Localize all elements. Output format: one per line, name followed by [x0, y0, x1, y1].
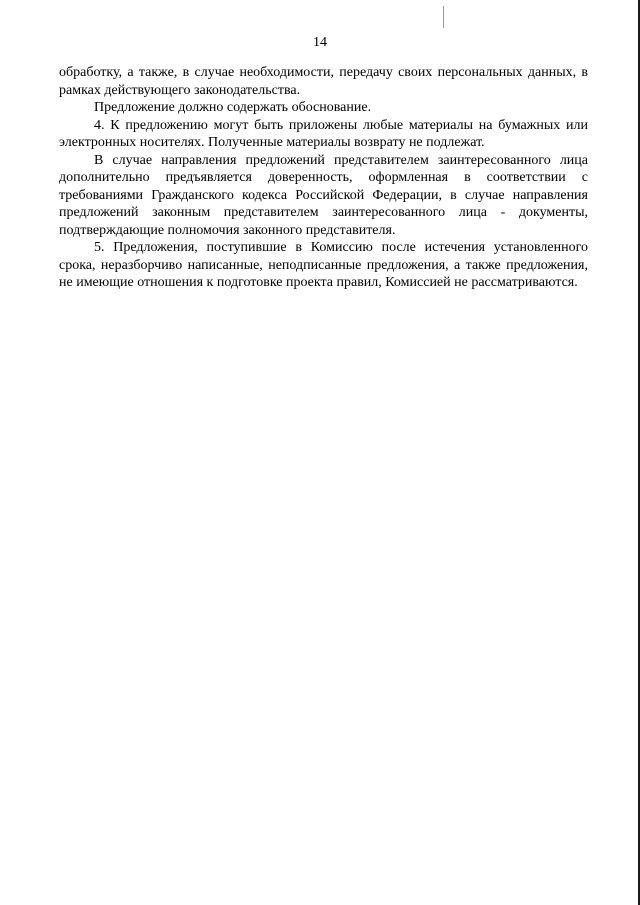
paragraph-rejection: 5. Предложения, поступившие в Комиссию после истечения установленного срока, неразборчиво написанные, неподписанные предложения, а также предложения, не имеющие отношения к подготовке проекта правил, Комиссией не рассматриваются.: [59, 240, 588, 290]
paragraph-representative: В случае направления предложений представителем заинтересованного лица дополнительно предъявляется доверенность, оформленная в соответствии с требованиями Гражданского кодекса Российской Федерации, в случае направления предложений законным представителем заинтересованного лица - документы, подтверждающие полномочия законного представителя.: [59, 152, 588, 238]
paragraph-attachments: 4. К предложению могут быть приложены любые материалы на бумажных или электронных носителях. Полученные материалы возврату не подлежат.: [59, 117, 588, 150]
paragraph-justification: Предложение должно содержать обоснование.: [94, 100, 372, 115]
page-number: 14: [313, 35, 327, 50]
scan-mark: [443, 6, 444, 28]
paragraph-consent-continuation: обработку, а также, в случае необходимости, передачу своих персональных данных, в рамках действующего законодательства.: [59, 65, 588, 98]
body-text: [59, 64, 588, 292]
